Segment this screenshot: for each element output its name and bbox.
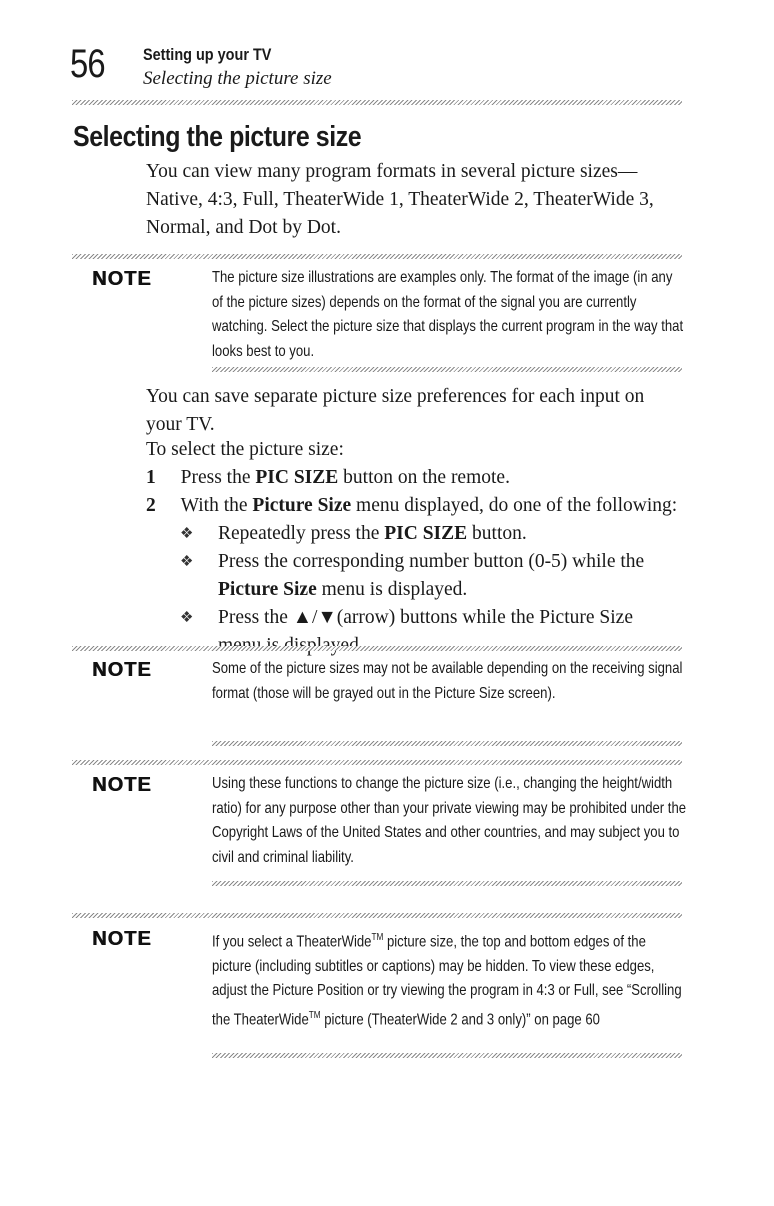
note4-bottom-rule [212,1053,682,1058]
note3-bottom-rule [212,881,682,886]
intro-paragraph: You can view many program formats in several picture sizes— Native, 4:3, Full, TheaterWide 1, TheaterWide 2, TheaterWide 3, Normal, and Dot by Dot. [146,161,654,238]
bullet-2: ❖ Press the corresponding number button (0-5) while the Picture Size menu is displayed. [180,548,670,604]
bullet-3: ❖ Press the ▲/▼(arrow) buttons while the Picture Size [180,604,650,660]
step-number: 1 [146,467,156,488]
note1-label: NOTE [92,268,152,290]
note3-top-rule [72,760,682,765]
note1-text: The picture size illustrations are examples only. The format of the image (in any of the picture sizes) depends on the format of the signal you are currently watching. Select the picture size that displays the current program in the way that looks best to you. [212,269,684,360]
note2-bottom-rule [212,741,682,746]
step-1: 1 Press the PIC SIZE button on the remote. [146,467,510,488]
page-number: 56 [70,42,105,86]
section-subtitle: Selecting the picture size [143,68,332,89]
note3-label: NOTE [92,774,152,796]
header-rule [72,100,682,105]
note1-top-rule [72,254,682,259]
diamond-bullet-icon: ❖ [180,526,194,542]
trademark: TM [308,1009,321,1021]
to-select-paragraph: To select the picture size: [146,439,344,460]
note3-text: Using these functions to change the picture size (i.e., changing the height/width ratio) for any purpose other than your private viewing may be prohibited under the Copyright Laws of the United States and other countries, and may subject you to civil and criminal liability. [212,775,687,866]
diamond-bullet-icon: ❖ [180,610,194,626]
note2-text: Some of the picture sizes may not be available depending on the receiving signal format (those will be grayed out in the Picture Size screen). [212,660,683,702]
trademark: TM [371,932,384,943]
page-title: Selecting the picture size [73,121,362,153]
step-2: 2 With the Picture Size menu displayed, do one of the following: [146,495,678,516]
note2-label: NOTE [92,659,152,681]
diamond-bullet-icon: ❖ [180,554,194,570]
chapter-title: Setting up your TV [143,45,272,64]
step-number: 2 [146,495,156,516]
bullet-1: ❖ Repeatedly press the PIC SIZE button. [180,520,670,548]
note4-label: NOTE [92,928,152,950]
preferences-paragraph: You can save separate picture size preferences for each input on your TV. [146,386,645,435]
note2-top-rule [72,646,682,651]
note4-top-rule [72,913,682,918]
note4-text: If you select a TheaterWide™ picture size, the top and bottom edges of the picture (including subtitles or captions) may be hidden. To view these edges, adjust the Picture Position or try viewing the program in 4:3 or Full, see “Scrolling the TheaterWide™ picture (TheaterWide 2 and 3 only)” on page 60 [212,932,682,1029]
note1-bottom-rule [212,367,682,372]
